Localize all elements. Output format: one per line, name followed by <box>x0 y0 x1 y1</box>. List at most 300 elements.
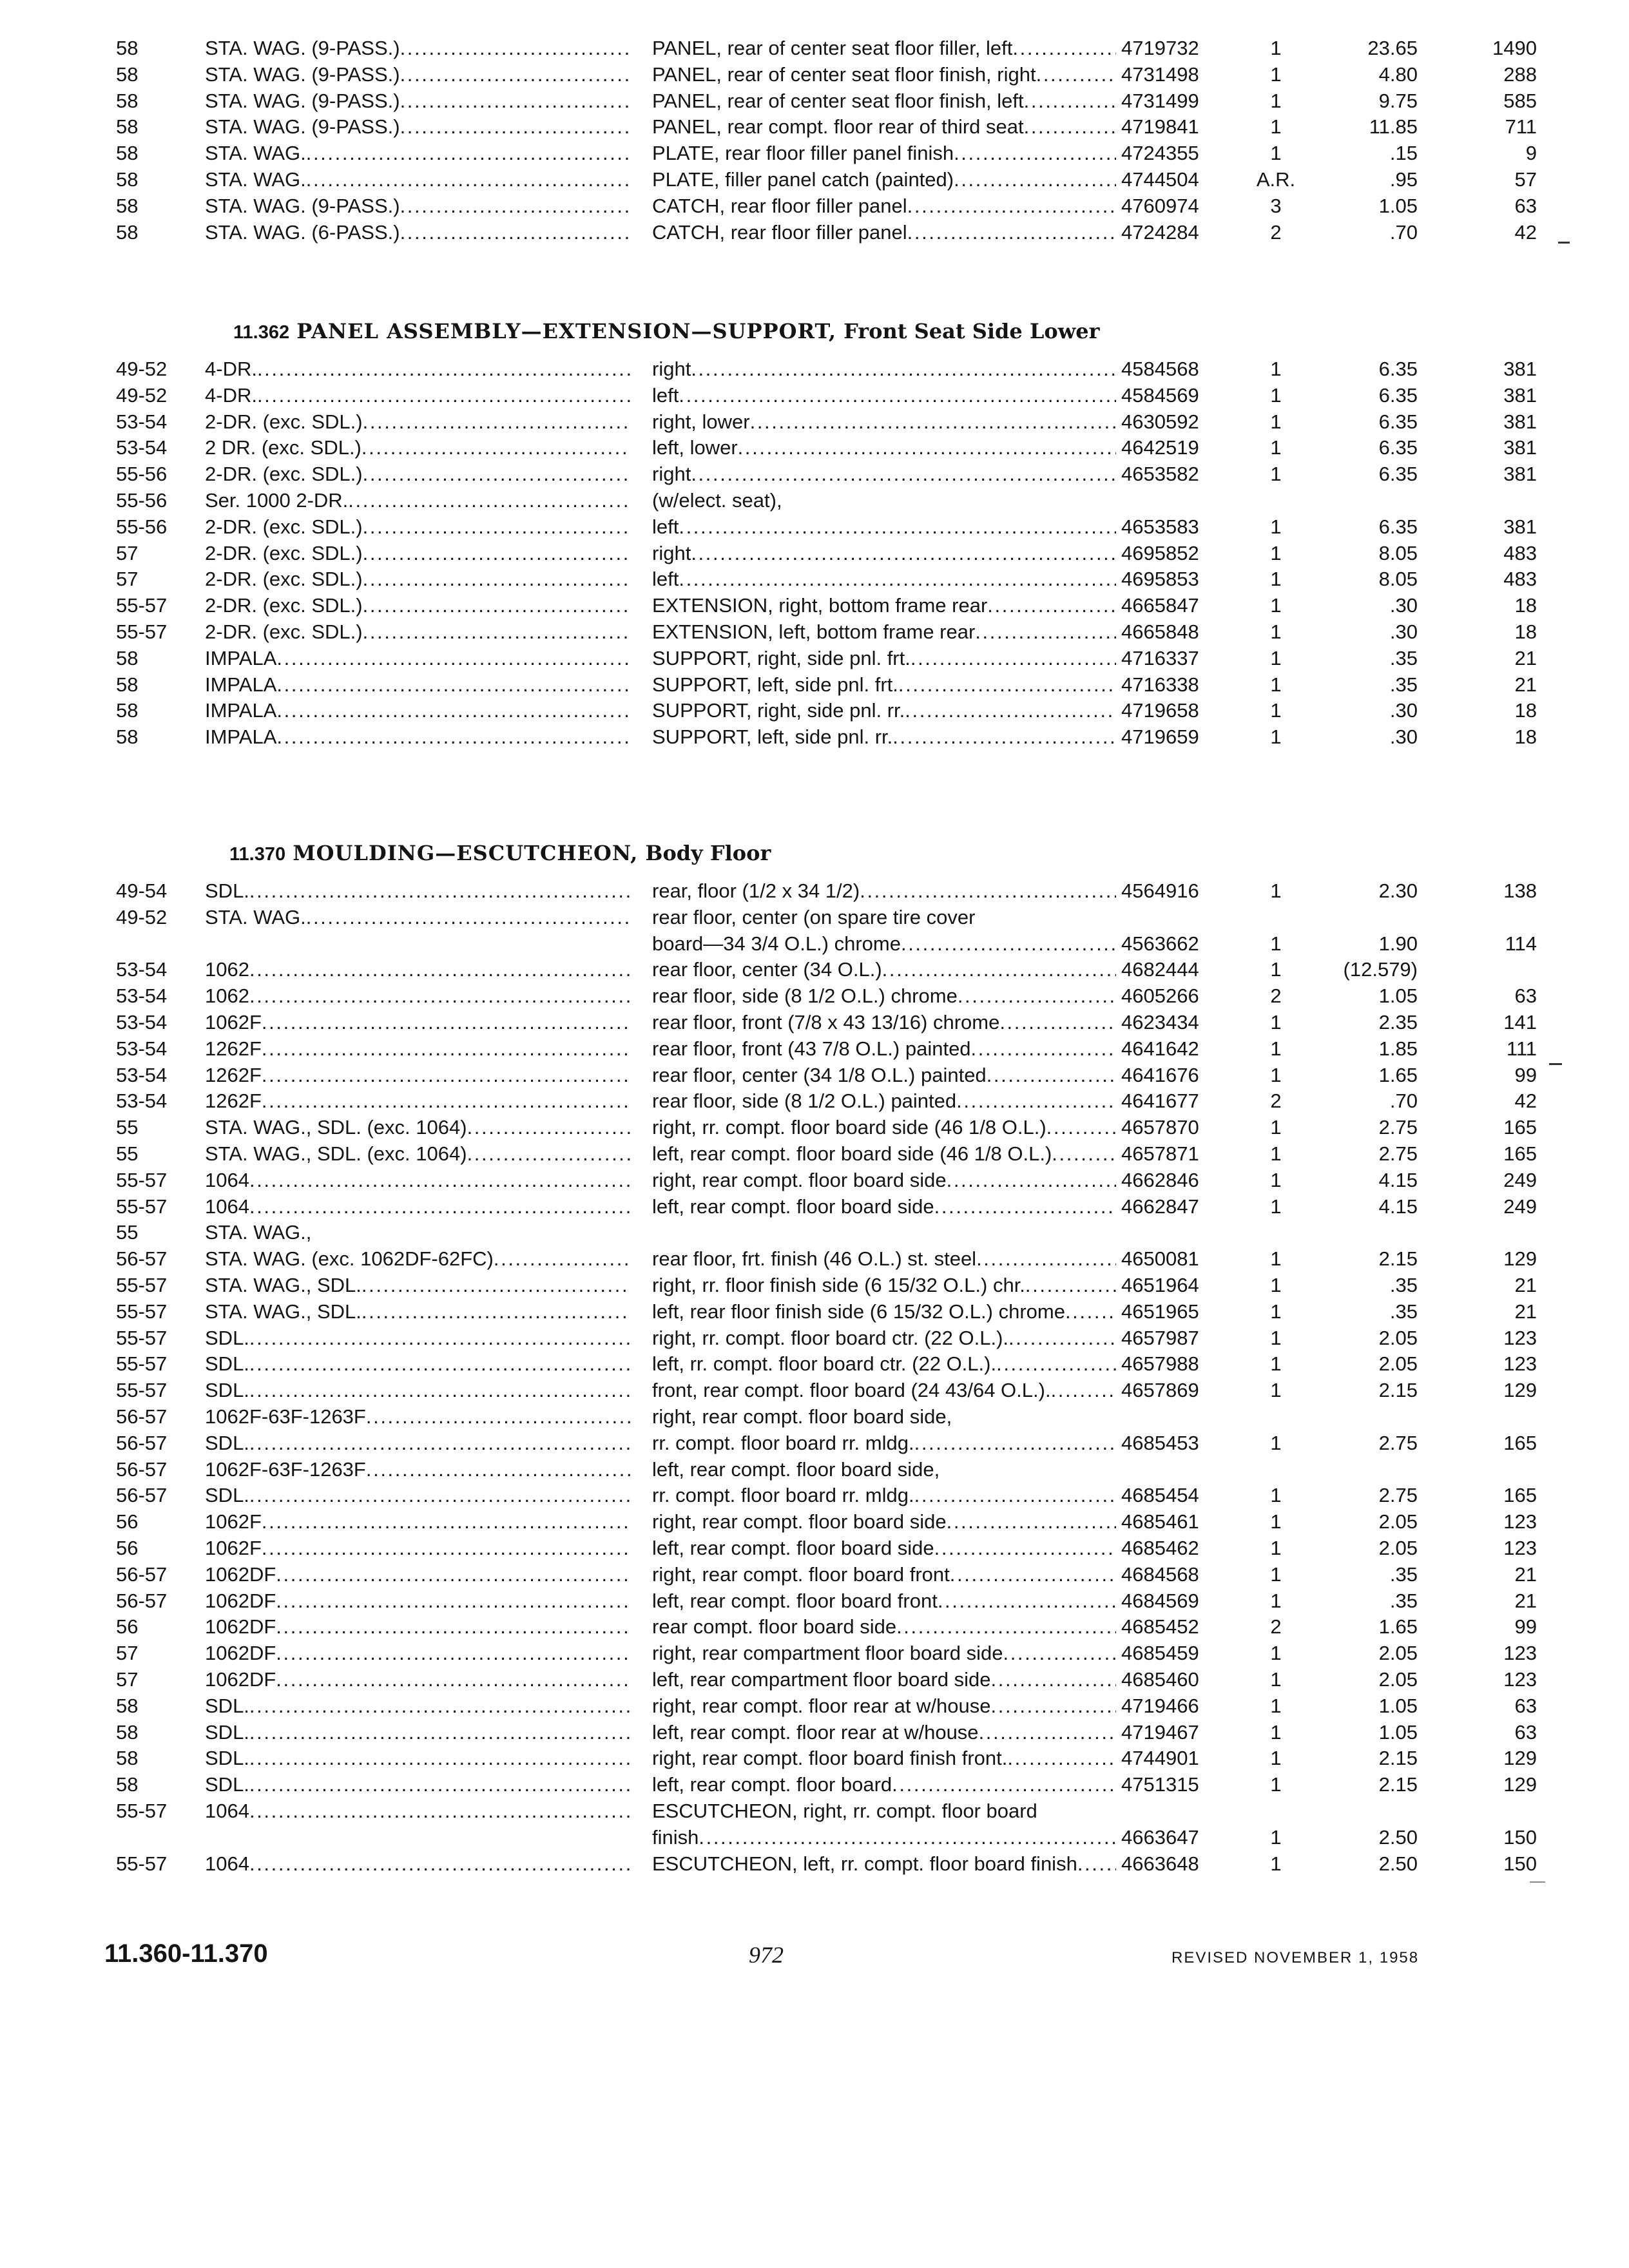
dot-leader <box>249 1194 630 1220</box>
part-description: rear floor, center (on spare tire cover <box>652 906 976 928</box>
group-code: 21 <box>1514 1563 1537 1586</box>
dot-leader <box>999 1010 1116 1035</box>
group-code: 114 <box>1505 932 1537 955</box>
dot-leader <box>363 619 630 645</box>
model-name-text: SDL. <box>205 1773 249 1796</box>
model-name-text: STA. WAG. (9-PASS.) <box>205 37 400 59</box>
dot-leader <box>249 983 630 1009</box>
list-price: 2.75 <box>1378 1432 1418 1454</box>
group-code: 123 <box>1503 1327 1537 1349</box>
dot-leader <box>363 593 630 619</box>
model-name <box>205 1088 630 1114</box>
part-description <box>652 1168 1116 1193</box>
model-name <box>205 1720 630 1745</box>
part-description <box>652 88 1116 114</box>
model-name <box>205 1378 630 1403</box>
model-year: 53-54 <box>116 1064 168 1086</box>
group-code: 483 <box>1503 542 1537 564</box>
parts-row <box>0 541 1629 566</box>
model-year: 55-57 <box>116 1195 168 1218</box>
part-description-text: PLATE, rear floor filler panel finish <box>652 142 954 164</box>
list-price: 1.05 <box>1378 985 1418 1007</box>
part-description-text: rear compt. floor board side <box>652 1615 897 1638</box>
part-description <box>652 62 1116 88</box>
part-description-text: left <box>652 568 679 590</box>
dot-leader <box>1025 1273 1116 1298</box>
part-description <box>652 1378 1116 1403</box>
part-description-text: left, rear compt. floor board side <box>652 1537 934 1559</box>
parts-row <box>0 409 1629 435</box>
model-year: 53-54 <box>116 1011 168 1033</box>
model-year: 58 <box>116 37 139 59</box>
dot-leader <box>249 1168 630 1193</box>
model-name-text: SDL. <box>205 1721 249 1744</box>
model-year: 53-54 <box>116 1037 168 1060</box>
group-code: 129 <box>1503 1379 1537 1401</box>
list-price: 6.35 <box>1378 515 1418 538</box>
list-price: 6.35 <box>1378 436 1418 459</box>
model-name <box>205 672 630 698</box>
parts-row <box>0 698 1629 724</box>
group-code: 150 <box>1503 1852 1537 1875</box>
part-description-text: rear floor, frt. finish (46 O.L.) st. steel <box>652 1247 977 1270</box>
model-name-text: 2-DR. (exc. SDL.) <box>205 568 363 590</box>
quantity: 1 <box>1270 1274 1282 1296</box>
model-name <box>205 1141 630 1167</box>
parts-row <box>0 619 1629 645</box>
model-name <box>205 1535 630 1561</box>
part-description <box>652 1772 1116 1798</box>
part-number: 4685453 <box>1121 1432 1199 1454</box>
part-description <box>652 1430 1116 1456</box>
quantity: 1 <box>1270 1852 1282 1875</box>
part-description-text: right, rear compt. floor rear at w/house <box>652 1695 991 1717</box>
model-name <box>205 1273 630 1298</box>
model-name-text: SDL. <box>205 1327 249 1349</box>
model-year: 55-57 <box>116 1274 168 1296</box>
parts-row <box>0 724 1629 750</box>
model-year: 58 <box>116 699 139 722</box>
model-name-text: STA. WAG. <box>205 142 306 164</box>
group-code: 165 <box>1503 1142 1537 1165</box>
group-code: 288 <box>1503 63 1537 86</box>
dot-leader <box>950 1562 1116 1588</box>
model-name-text: STA. WAG. <box>205 906 306 928</box>
model-name-text: 1064 <box>205 1195 249 1218</box>
part-number: 4651964 <box>1121 1274 1199 1296</box>
model-year: 55-57 <box>116 1327 168 1349</box>
part-description <box>652 140 1116 166</box>
part-number: 4665848 <box>1121 620 1199 643</box>
part-description <box>652 1825 1116 1850</box>
model-name-text: 1064 <box>205 1852 249 1875</box>
dot-leader <box>914 1430 1116 1456</box>
dot-leader <box>938 1588 1116 1614</box>
quantity: 1 <box>1270 1826 1282 1849</box>
list-price: 2.05 <box>1378 1537 1418 1559</box>
parts-row <box>0 488 1629 514</box>
model-name-text: 1062DF <box>205 1668 276 1691</box>
dot-leader <box>907 193 1116 219</box>
dot-leader <box>691 461 1116 487</box>
part-description <box>652 619 1116 645</box>
quantity: 1 <box>1270 1169 1282 1191</box>
part-number: 4719659 <box>1121 726 1199 748</box>
parts-row <box>0 1588 1629 1614</box>
group-code: 99 <box>1514 1615 1537 1638</box>
parts-row <box>0 1562 1629 1588</box>
dot-leader <box>348 488 630 514</box>
margin-mark <box>1549 1063 1562 1065</box>
parts-row <box>0 1772 1629 1798</box>
quantity: 1 <box>1270 673 1282 696</box>
part-description-text: PANEL, rear compt. floor rear of third seat <box>652 115 1024 138</box>
quantity: 1 <box>1270 515 1282 538</box>
parts-row <box>0 356 1629 382</box>
parts-row <box>0 383 1629 408</box>
dot-leader <box>947 1509 1116 1535</box>
list-price: 6.35 <box>1378 384 1418 407</box>
group-code: 381 <box>1503 436 1537 459</box>
list-price: 2.05 <box>1378 1668 1418 1691</box>
model-name-text: SDL. <box>205 1484 249 1506</box>
parts-row <box>0 1483 1629 1508</box>
dot-leader <box>914 1483 1116 1508</box>
parts-row <box>0 62 1629 88</box>
list-price: 1.05 <box>1378 1721 1418 1744</box>
quantity: 1 <box>1270 647 1282 669</box>
model-year: 58 <box>116 1773 139 1796</box>
part-number: 4744504 <box>1121 168 1199 191</box>
parts-row <box>0 514 1629 540</box>
list-price: 2.50 <box>1378 1826 1418 1849</box>
quantity: 1 <box>1270 384 1282 407</box>
group-code: 63 <box>1514 1695 1537 1717</box>
parts-row <box>0 140 1629 166</box>
model-name <box>205 1168 630 1193</box>
model-name-text: 1262F <box>205 1090 262 1112</box>
model-year: 53-54 <box>116 985 168 1007</box>
list-price: 23.65 <box>1367 37 1418 59</box>
group-code: 57 <box>1514 168 1537 191</box>
parts-row <box>0 1825 1629 1850</box>
quantity: 1 <box>1270 436 1282 459</box>
model-name <box>205 957 630 983</box>
dot-leader <box>467 1141 630 1167</box>
section-heading <box>229 841 771 865</box>
dot-leader <box>971 1036 1116 1062</box>
part-description <box>652 114 1116 140</box>
part-number: 4716338 <box>1121 673 1199 696</box>
list-price: .15 <box>1389 142 1418 164</box>
group-code: 42 <box>1514 221 1537 244</box>
part-description: right, rear compt. floor board side, <box>652 1405 952 1428</box>
quantity: 1 <box>1270 37 1282 59</box>
part-description-text: PANEL, rear of center seat floor finish, right <box>652 63 1036 86</box>
model-name <box>205 140 630 166</box>
model-name-text: 1262F <box>205 1037 262 1060</box>
dot-leader <box>400 220 630 245</box>
parts-row <box>0 1299 1629 1325</box>
dot-leader <box>361 1299 630 1325</box>
part-number: 4724284 <box>1121 221 1199 244</box>
group-code: 63 <box>1514 985 1537 1007</box>
group-code: 63 <box>1514 195 1537 217</box>
model-year: 55-57 <box>116 1379 168 1401</box>
part-description-text: rear floor, center (34 1/8 O.L.) painted <box>652 1064 987 1086</box>
list-price: 11.85 <box>1369 115 1418 138</box>
part-description <box>652 193 1116 219</box>
dot-leader <box>366 1404 630 1430</box>
part-description <box>652 724 1116 750</box>
model-name <box>205 1562 630 1588</box>
list-price: .30 <box>1389 620 1418 643</box>
quantity: 1 <box>1270 879 1282 902</box>
model-name-text: 2-DR. (exc. SDL.) <box>205 542 363 564</box>
model-name-text: IMPALA <box>205 726 277 748</box>
parts-row <box>0 1062 1629 1088</box>
dot-leader <box>1024 88 1116 114</box>
part-description-text: left, rear floor finish side (6 15/32 O.L.) chrome <box>652 1300 1065 1323</box>
model-name <box>205 1115 630 1140</box>
part-description-text: right, rear compt. floor board side <box>652 1169 947 1191</box>
model-name <box>205 1509 630 1535</box>
parts-row <box>0 931 1629 957</box>
dot-leader <box>306 167 630 193</box>
dot-leader <box>363 541 630 566</box>
list-price: 8.05 <box>1378 542 1418 564</box>
model-name-text: STA. WAG. (6-PASS.) <box>205 221 400 244</box>
model-name <box>205 1325 630 1351</box>
quantity: 1 <box>1270 1642 1282 1664</box>
part-number: 4584568 <box>1121 358 1199 380</box>
part-description-text: EXTENSION, left, bottom frame rear <box>652 620 976 643</box>
group-code: 381 <box>1503 463 1537 485</box>
model-name-text: 1062 <box>205 958 249 981</box>
group-code: 21 <box>1514 673 1537 696</box>
parts-row <box>0 1720 1629 1745</box>
model-year: 58 <box>116 1721 139 1744</box>
part-number: 4651965 <box>1121 1300 1199 1323</box>
parts-row <box>0 461 1629 487</box>
part-number: 4657987 <box>1121 1327 1199 1349</box>
part-description-text: EXTENSION, right, bottom frame rear <box>652 594 988 617</box>
dot-leader <box>860 878 1116 904</box>
group-code: 711 <box>1505 115 1537 138</box>
part-number: 4663648 <box>1121 1852 1199 1875</box>
model-name-text: SDL. <box>205 1379 249 1401</box>
part-description <box>652 1299 1116 1325</box>
model-name <box>205 1010 630 1035</box>
parts-row <box>0 1115 1629 1140</box>
list-price: 6.35 <box>1378 463 1418 485</box>
parts-row <box>0 1745 1629 1771</box>
parts-row <box>0 1088 1629 1114</box>
part-number: 4685462 <box>1121 1537 1199 1559</box>
group-code: 111 <box>1506 1037 1537 1060</box>
model-name <box>205 488 630 514</box>
group-code: 123 <box>1503 1537 1537 1559</box>
dot-leader <box>276 698 630 724</box>
parts-row <box>0 905 1629 930</box>
model-year: 56 <box>116 1615 139 1638</box>
part-description <box>652 698 1116 724</box>
model-name-text: STA. WAG. <box>205 168 306 191</box>
list-price: 2.35 <box>1378 1011 1418 1033</box>
model-name <box>205 220 630 245</box>
part-description <box>652 1720 1116 1745</box>
list-price: .35 <box>1389 1274 1418 1296</box>
list-price: 6.35 <box>1378 358 1418 380</box>
part-description-text: right, rear compt. floor board front <box>652 1563 950 1586</box>
list-price: 1.65 <box>1378 1064 1418 1086</box>
parts-row <box>0 1614 1629 1640</box>
list-price: 2.75 <box>1378 1484 1418 1506</box>
model-name <box>205 878 630 904</box>
dot-leader <box>276 646 630 671</box>
parts-row <box>0 1246 1629 1272</box>
part-number: 4731499 <box>1121 90 1199 112</box>
list-price: 2.05 <box>1378 1510 1418 1533</box>
quantity: 1 <box>1270 1484 1282 1506</box>
list-price: 2.50 <box>1378 1852 1418 1875</box>
list-price: 2.15 <box>1378 1379 1418 1401</box>
list-price: .30 <box>1389 699 1418 722</box>
group-code: 123 <box>1503 1668 1537 1691</box>
part-number: 4685460 <box>1121 1668 1199 1691</box>
parts-row <box>0 1378 1629 1403</box>
list-price: 4.80 <box>1378 63 1418 86</box>
model-year: 56 <box>116 1510 139 1533</box>
part-description <box>652 1088 1116 1114</box>
part-description-text: board—34 3/4 O.L.) chrome <box>652 932 901 955</box>
model-year: 57 <box>116 568 139 590</box>
dot-leader <box>257 383 630 408</box>
dot-leader <box>1077 1851 1116 1877</box>
model-name-text: STA. WAG., SDL. (exc. 1064) <box>205 1116 467 1139</box>
section-title: PANEL ASSEMBLY—EXTENSION—SUPPORT, <box>296 319 836 343</box>
dot-leader <box>1046 1115 1116 1140</box>
model-year: 55-56 <box>116 515 168 538</box>
dot-leader <box>1008 1325 1116 1351</box>
model-name-text: SDL. <box>205 1695 249 1717</box>
part-description <box>652 1036 1116 1062</box>
model-name-text: 1062DF <box>205 1590 276 1612</box>
part-description-text: right <box>652 463 691 485</box>
part-description <box>652 672 1116 698</box>
list-price: 2.15 <box>1378 1773 1418 1796</box>
part-description-text: PLATE, filler panel catch (painted) <box>652 168 954 191</box>
dot-leader <box>679 383 1116 408</box>
dot-leader <box>276 724 630 750</box>
page-number: 972 <box>749 1942 784 1968</box>
model-name-text: IMPALA <box>205 699 277 722</box>
section-range: 11.360-11.370 <box>104 1939 268 1968</box>
part-description <box>652 646 1116 671</box>
part-description <box>652 1614 1116 1640</box>
model-name <box>205 409 630 435</box>
model-name <box>205 905 630 930</box>
list-price: 1.05 <box>1378 1695 1418 1717</box>
list-price: .35 <box>1389 673 1418 696</box>
model-name <box>205 114 630 140</box>
part-number: 4724355 <box>1121 142 1199 164</box>
model-year: 55-57 <box>116 1352 168 1375</box>
dot-leader <box>249 1851 630 1877</box>
quantity: A.R. <box>1256 168 1296 191</box>
part-number: 4685459 <box>1121 1642 1199 1664</box>
list-price: .35 <box>1389 1590 1418 1612</box>
model-name <box>205 1693 630 1719</box>
quantity: 1 <box>1270 1352 1282 1375</box>
dot-leader <box>1003 1640 1116 1666</box>
part-description <box>652 1693 1116 1719</box>
dot-leader <box>262 1088 630 1114</box>
part-description <box>652 1246 1116 1272</box>
model-name <box>205 1483 630 1508</box>
section-number: 11.370 <box>229 844 286 865</box>
quantity: 1 <box>1270 620 1282 643</box>
quantity: 1 <box>1270 1195 1282 1218</box>
part-description <box>652 1010 1116 1035</box>
model-year: 56 <box>116 1537 139 1559</box>
part-number: 4650081 <box>1121 1247 1199 1270</box>
part-description-text: SUPPORT, left, side pnl. rr. <box>652 726 893 748</box>
quantity: 1 <box>1270 115 1282 138</box>
list-price: 1.65 <box>1378 1615 1418 1638</box>
model-name-text: 1262F <box>205 1064 262 1086</box>
part-number: 4657869 <box>1121 1379 1199 1401</box>
quantity: 1 <box>1270 1327 1282 1349</box>
group-code: 381 <box>1503 410 1537 433</box>
model-name-text: STA. WAG. (9-PASS.) <box>205 195 400 217</box>
model-name <box>205 1745 630 1771</box>
part-number: 4695852 <box>1121 542 1199 564</box>
part-description-text: left, lower <box>652 436 738 459</box>
parts-row <box>0 88 1629 114</box>
model-year: 58 <box>116 115 139 138</box>
quantity: 1 <box>1270 1142 1282 1165</box>
list-price: 4.15 <box>1378 1169 1418 1191</box>
quantity: 1 <box>1270 1747 1282 1769</box>
quantity: 1 <box>1270 1116 1282 1139</box>
model-name <box>205 983 630 1009</box>
dot-leader <box>249 1351 630 1377</box>
dot-leader <box>934 1194 1116 1220</box>
parts-row <box>0 1430 1629 1456</box>
dot-leader <box>276 672 630 698</box>
dot-leader <box>494 1246 630 1272</box>
group-code: 381 <box>1503 515 1537 538</box>
model-name-text: SDL. <box>205 1352 249 1375</box>
part-number: 4657871 <box>1121 1142 1199 1165</box>
group-code: 18 <box>1514 620 1537 643</box>
part-description-text: left, rear compt. floor board side (46 1/8 O.L.) <box>652 1142 1052 1165</box>
dot-leader <box>249 1483 630 1508</box>
part-description-text: left, rr. compt. floor board ctr. (22 O.L.). <box>652 1352 997 1375</box>
part-number: 4684568 <box>1121 1563 1199 1586</box>
part-number: 4685452 <box>1121 1615 1199 1638</box>
dot-leader <box>249 1378 630 1403</box>
model-year: 57 <box>116 1642 139 1664</box>
part-number: 4719841 <box>1121 115 1199 138</box>
dot-leader <box>306 905 630 930</box>
list-price: (12.579) <box>1343 958 1418 981</box>
model-year: 57 <box>116 542 139 564</box>
model-name-text: STA. WAG. (exc. 1062DF-62FC) <box>205 1247 494 1270</box>
quantity: 1 <box>1270 568 1282 590</box>
group-code: 18 <box>1514 726 1537 748</box>
